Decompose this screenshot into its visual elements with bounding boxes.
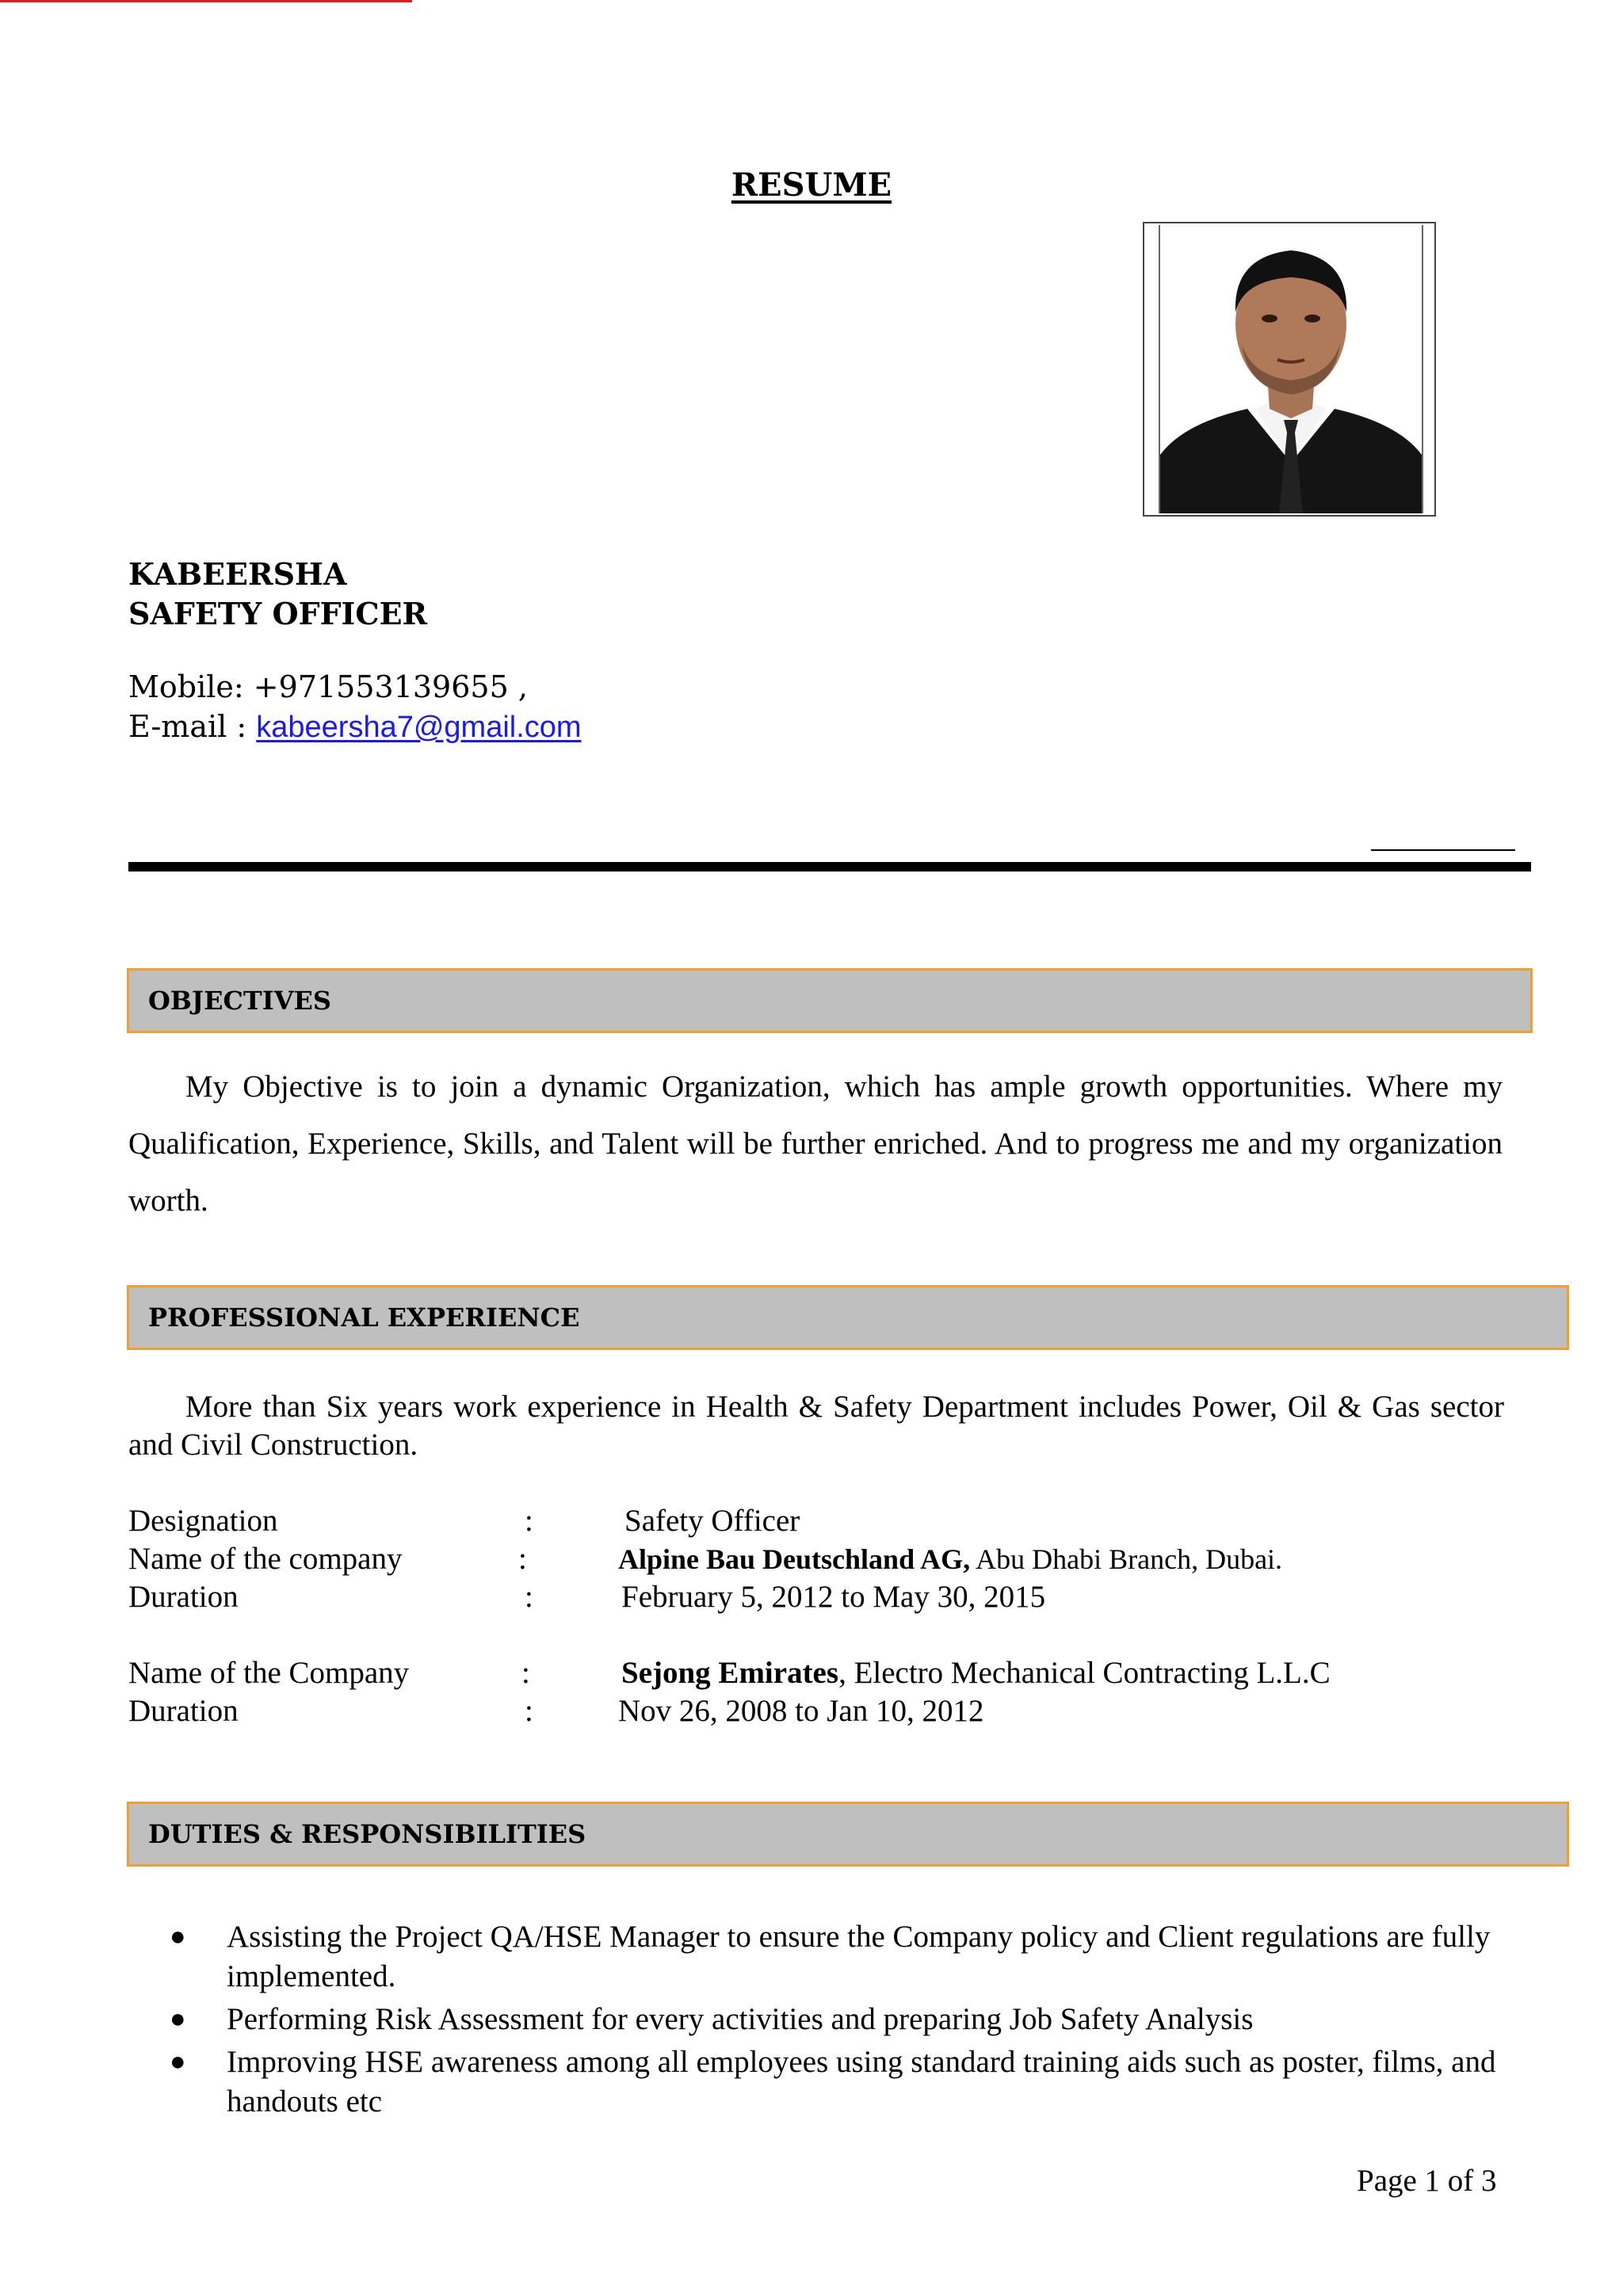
job1-designation-row xyxy=(128,1502,1555,1540)
colon: : xyxy=(525,1694,533,1728)
list-item-text: Performing Risk Assessment for every activities and preparing Job Safety Analysis xyxy=(227,2002,1254,2036)
company-value xyxy=(621,1654,1331,1692)
profile-photo xyxy=(1143,222,1436,517)
experience-heading-text: PROFESSIONAL EXPERIENCE xyxy=(148,1302,580,1333)
profile-photo-image xyxy=(1159,225,1423,513)
email-label: E-mail : xyxy=(128,709,257,744)
colon: : xyxy=(521,1656,530,1690)
duties-heading-text: DUTIES & RESPONSIBILITIES xyxy=(148,1819,586,1849)
colon: : xyxy=(525,1504,533,1538)
candidate-name: KABEERSHA xyxy=(128,556,347,592)
objectives-heading xyxy=(127,968,1533,1033)
bullet-icon: ● xyxy=(170,2004,186,2034)
company-name-rest: Abu Dhabi Branch, Dubai. xyxy=(970,1543,1283,1575)
mobile-number: +971553139655 , xyxy=(253,669,528,704)
job2-duration-row xyxy=(128,1692,1555,1730)
objectives-text: My Objective is to join a dynamic Organization, which has ample growth opportunities. Where my Qualification, Experience, Skills, and Talent will be further enriched. And to progress me and my organization worth. xyxy=(128,1070,1503,1218)
candidate-header xyxy=(128,555,427,634)
mobile-label: Mobile: xyxy=(128,669,254,704)
contact-info xyxy=(128,667,582,747)
company-name-bold: Sejong Emirates xyxy=(621,1656,839,1690)
company-label: Name of the company xyxy=(128,1542,403,1576)
top-edge-mark xyxy=(0,0,412,2)
email-line xyxy=(128,707,582,747)
list-item xyxy=(128,1917,1507,1997)
duties-heading xyxy=(127,1802,1569,1867)
duration-value: February 5, 2012 to May 30, 2015 xyxy=(621,1580,1046,1614)
company-name-bold: Alpine Bau Deutschland AG, xyxy=(618,1543,971,1575)
job1-duration-row xyxy=(128,1578,1555,1616)
duration-label: Duration xyxy=(128,1580,239,1614)
list-item xyxy=(128,2042,1507,2122)
duration-value: Nov 26, 2008 to Jan 10, 2012 xyxy=(618,1694,984,1728)
email-link[interactable]: kabeersha7@gmail.com xyxy=(256,711,582,744)
candidate-role: SAFETY OFFICER xyxy=(128,596,428,631)
document-title: RESUME xyxy=(731,166,892,204)
experience-heading xyxy=(127,1285,1569,1350)
job2-company-row xyxy=(128,1654,1555,1692)
list-item-text: Improving HSE awareness among all employees using standard training aids such as poster, films, and handouts etc xyxy=(227,2045,1496,2119)
mobile-line xyxy=(128,667,582,707)
bullet-icon: ● xyxy=(170,2047,186,2077)
list-item xyxy=(128,2000,1507,2039)
colon: : xyxy=(518,1542,527,1576)
company-value xyxy=(618,1540,1282,1578)
designation-value: Safety Officer xyxy=(624,1504,800,1538)
company-name-rest: , Electro Mechanical Contracting L.L.C xyxy=(838,1656,1331,1690)
job1-company-row xyxy=(128,1540,1555,1578)
header-divider xyxy=(128,862,1531,871)
colon: : xyxy=(525,1580,533,1614)
bullet-icon: ● xyxy=(170,1922,186,1951)
list-item-text: Assisting the Project QA/HSE Manager to ensure the Company policy and Client regulations are fully implemented. xyxy=(227,1920,1491,1993)
duration-label: Duration xyxy=(128,1694,239,1728)
experience-summary: More than Six years work experience in Health & Safety Department includes Power, Oil & Gas sector and Civil Construction. xyxy=(128,1390,1504,1462)
short-rule xyxy=(1371,849,1515,851)
duties-list xyxy=(128,1917,1507,2125)
company-label: Name of the Company xyxy=(128,1656,410,1690)
page-number: Page 1 of 3 xyxy=(1357,2164,1497,2198)
objectives-heading-text: OBJECTIVES xyxy=(148,986,332,1016)
designation-label: Designation xyxy=(128,1504,278,1538)
